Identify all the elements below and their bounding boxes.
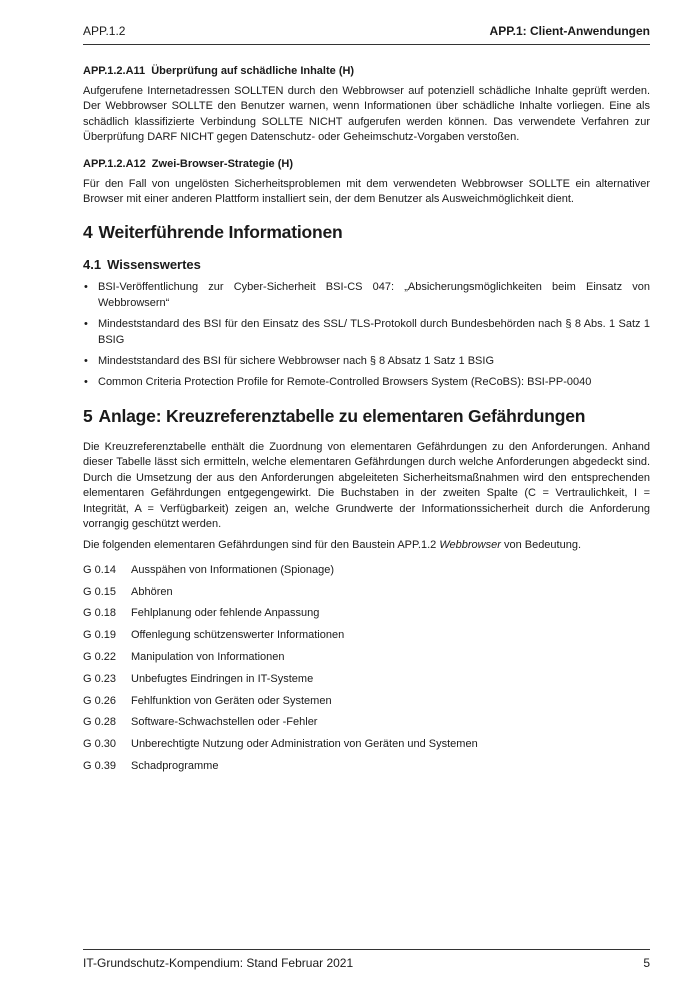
requirement-a11-title: Überprüfung auf schädliche Inhalte (H) xyxy=(151,65,355,77)
footer-document-title: IT-Grundschutz-Kompendium: Stand Februar 2021 xyxy=(83,956,354,970)
list-item xyxy=(83,317,650,348)
threat-code: G 0.26 xyxy=(83,694,117,707)
threat-code: G 0.22 xyxy=(83,650,117,663)
section-5-intro: Die Kreuzreferenztabelle enthält die Zuordnung von elementaren Gefährdungen zu den Anforderungen. Anhand dieser Tabelle lässt sich ermitteln, welche elementaren Gefährdungen durch welche Anforderungen abgedeckt sind. Durch die Umsetzung der aus den Anforderungen abgeleiteten Sicherheitsmaßnahmen wird den entsprechenden elementaren Gefährdungen entgegengewirkt. Die Buchstaben in der zweiten Spalte (C = Vertraulichkeit, I = Integrität, A = Verfügbarkeit) zeigen an, welche Grundwerte der Informationssicherheit durch die Anforderung vorrangig geschützt werden. xyxy=(83,440,650,530)
page-content xyxy=(83,64,650,778)
header-module-title: APP.1: Client-Anwendungen xyxy=(489,24,650,38)
page-footer xyxy=(83,949,650,972)
threat-code: G 0.19 xyxy=(83,629,117,642)
intro-2-suffix: von Bedeutung. xyxy=(500,539,582,552)
threat-code: G 0.30 xyxy=(83,738,117,751)
threat-list xyxy=(83,560,650,778)
header-module-id: APP.1.2 xyxy=(83,24,126,38)
list-item xyxy=(83,375,650,390)
threat-item xyxy=(83,647,650,669)
requirement-a12-text: Für den Fall von ungelösten Sicherheitsproblemen mit dem verwendeten Webbrowser SOLLTE ein alternativer Browser mit einer anderen Plattform installiert sein, der dem Benutzer als Ausweichmöglichkeit dient. xyxy=(83,177,650,206)
threat-code: G 0.39 xyxy=(83,759,117,772)
list-item-text: Common Criteria Protection Profile for Remote-Controlled Browsers System (ReCoBS): BSI-PP-0040 xyxy=(98,376,592,389)
threat-item xyxy=(83,560,650,582)
threat-label: Unberechtigte Nutzung oder Administration von Geräten und Systemen xyxy=(131,738,478,751)
intro-2-prefix: Die folgenden elementaren Gefährdungen sind für den Baustein APP.1.2 xyxy=(83,539,440,552)
section-4-number: 4 xyxy=(83,222,93,243)
section-4-heading xyxy=(83,221,650,243)
reference-list xyxy=(83,280,650,390)
threat-item xyxy=(83,691,650,713)
threat-label: Manipulation von Informationen xyxy=(131,650,285,663)
list-item-text: BSI-Veröffentlichung zur Cyber-Sicherheit BSI-CS 047: „Absicherungsmöglichkeiten beim Einsatz von Webbrowsern“ xyxy=(98,281,650,309)
section-5-number: 5 xyxy=(83,405,93,426)
section-4-1-title: Wissenswertes xyxy=(107,257,201,273)
threat-label: Schadprogramme xyxy=(131,759,219,772)
threat-item xyxy=(83,603,650,625)
requirement-a12-heading xyxy=(83,157,650,172)
list-item-text: Mindeststandard des BSI für sichere Webbrowser nach § 8 Absatz 1 Satz 1 BSIG xyxy=(98,355,494,368)
threat-label: Fehlplanung oder fehlende Anpassung xyxy=(131,607,320,620)
threat-label: Offenlegung schützenswerter Informationen xyxy=(131,629,345,642)
threat-item xyxy=(83,712,650,734)
list-item xyxy=(83,280,650,311)
requirement-a11-id: APP.1.2.A11 xyxy=(83,65,146,77)
section-5-title: Anlage: Kreuzreferenztabelle zu elementaren Gefährdungen xyxy=(98,405,586,426)
requirement-a12-id: APP.1.2.A12 xyxy=(83,157,146,170)
document-page xyxy=(83,0,650,990)
bullet-icon: • xyxy=(84,281,88,294)
threat-item xyxy=(83,625,650,647)
threat-label: Software-Schwachstellen oder -Fehler xyxy=(131,716,318,729)
requirement-a11-heading xyxy=(83,64,650,79)
threat-code: G 0.14 xyxy=(83,563,117,576)
requirement-a12-title: Zwei-Browser-Strategie (H) xyxy=(151,157,293,170)
section-5-intro-2 xyxy=(83,538,650,553)
threat-item xyxy=(83,734,650,756)
threat-code: G 0.18 xyxy=(83,607,117,620)
bullet-icon: • xyxy=(84,376,88,389)
threat-code: G 0.15 xyxy=(83,585,117,598)
section-4-1-number: 4.1 xyxy=(83,257,102,273)
threat-label: Fehlfunktion von Geräten oder Systemen xyxy=(131,694,332,707)
list-item-text: Mindeststandard des BSI für den Einsatz des SSL/ TLS-Protokoll durch Bundesbehörden nach § 8 Abs. 1 Satz 1 BSIG xyxy=(98,318,650,346)
page-number: 5 xyxy=(643,956,650,970)
section-4-title: Weiterführende Informationen xyxy=(98,222,343,243)
threat-item xyxy=(83,582,650,604)
section-5-heading xyxy=(83,405,650,427)
threat-code: G 0.23 xyxy=(83,672,117,685)
threat-label: Ausspähen von Informationen (Spionage) xyxy=(131,563,335,576)
intro-2-module-name: Webbrowser xyxy=(439,539,501,552)
threat-item xyxy=(83,756,650,778)
threat-code: G 0.28 xyxy=(83,716,117,729)
section-4-1-heading xyxy=(83,256,650,273)
bullet-icon: • xyxy=(84,355,88,368)
threat-item xyxy=(83,669,650,691)
list-item xyxy=(83,354,650,369)
requirement-a11-text: Aufgerufene Internetadressen SOLLTEN durch den Webbrowser auf potenziell schädliche Inhalte geprüft werden. Der Webbrowser SOLLTE den Benutzer warnen, wenn Informationen über schädliche Inhalte vorliegen. Eine als schädlich klassifizierte Verbindung SOLLTE NICHT aufgerufen werden können. Das verwendete Verfahren zur Überprüfung DARF NICHT gegen Datenschutz- oder Geheimschutz-Vorgaben verstoßen. xyxy=(83,85,650,144)
threat-label: Unbefugtes Eindringen in IT-Systeme xyxy=(131,672,314,685)
bullet-icon: • xyxy=(84,318,88,331)
page-header xyxy=(83,22,650,45)
threat-label: Abhören xyxy=(131,585,173,598)
